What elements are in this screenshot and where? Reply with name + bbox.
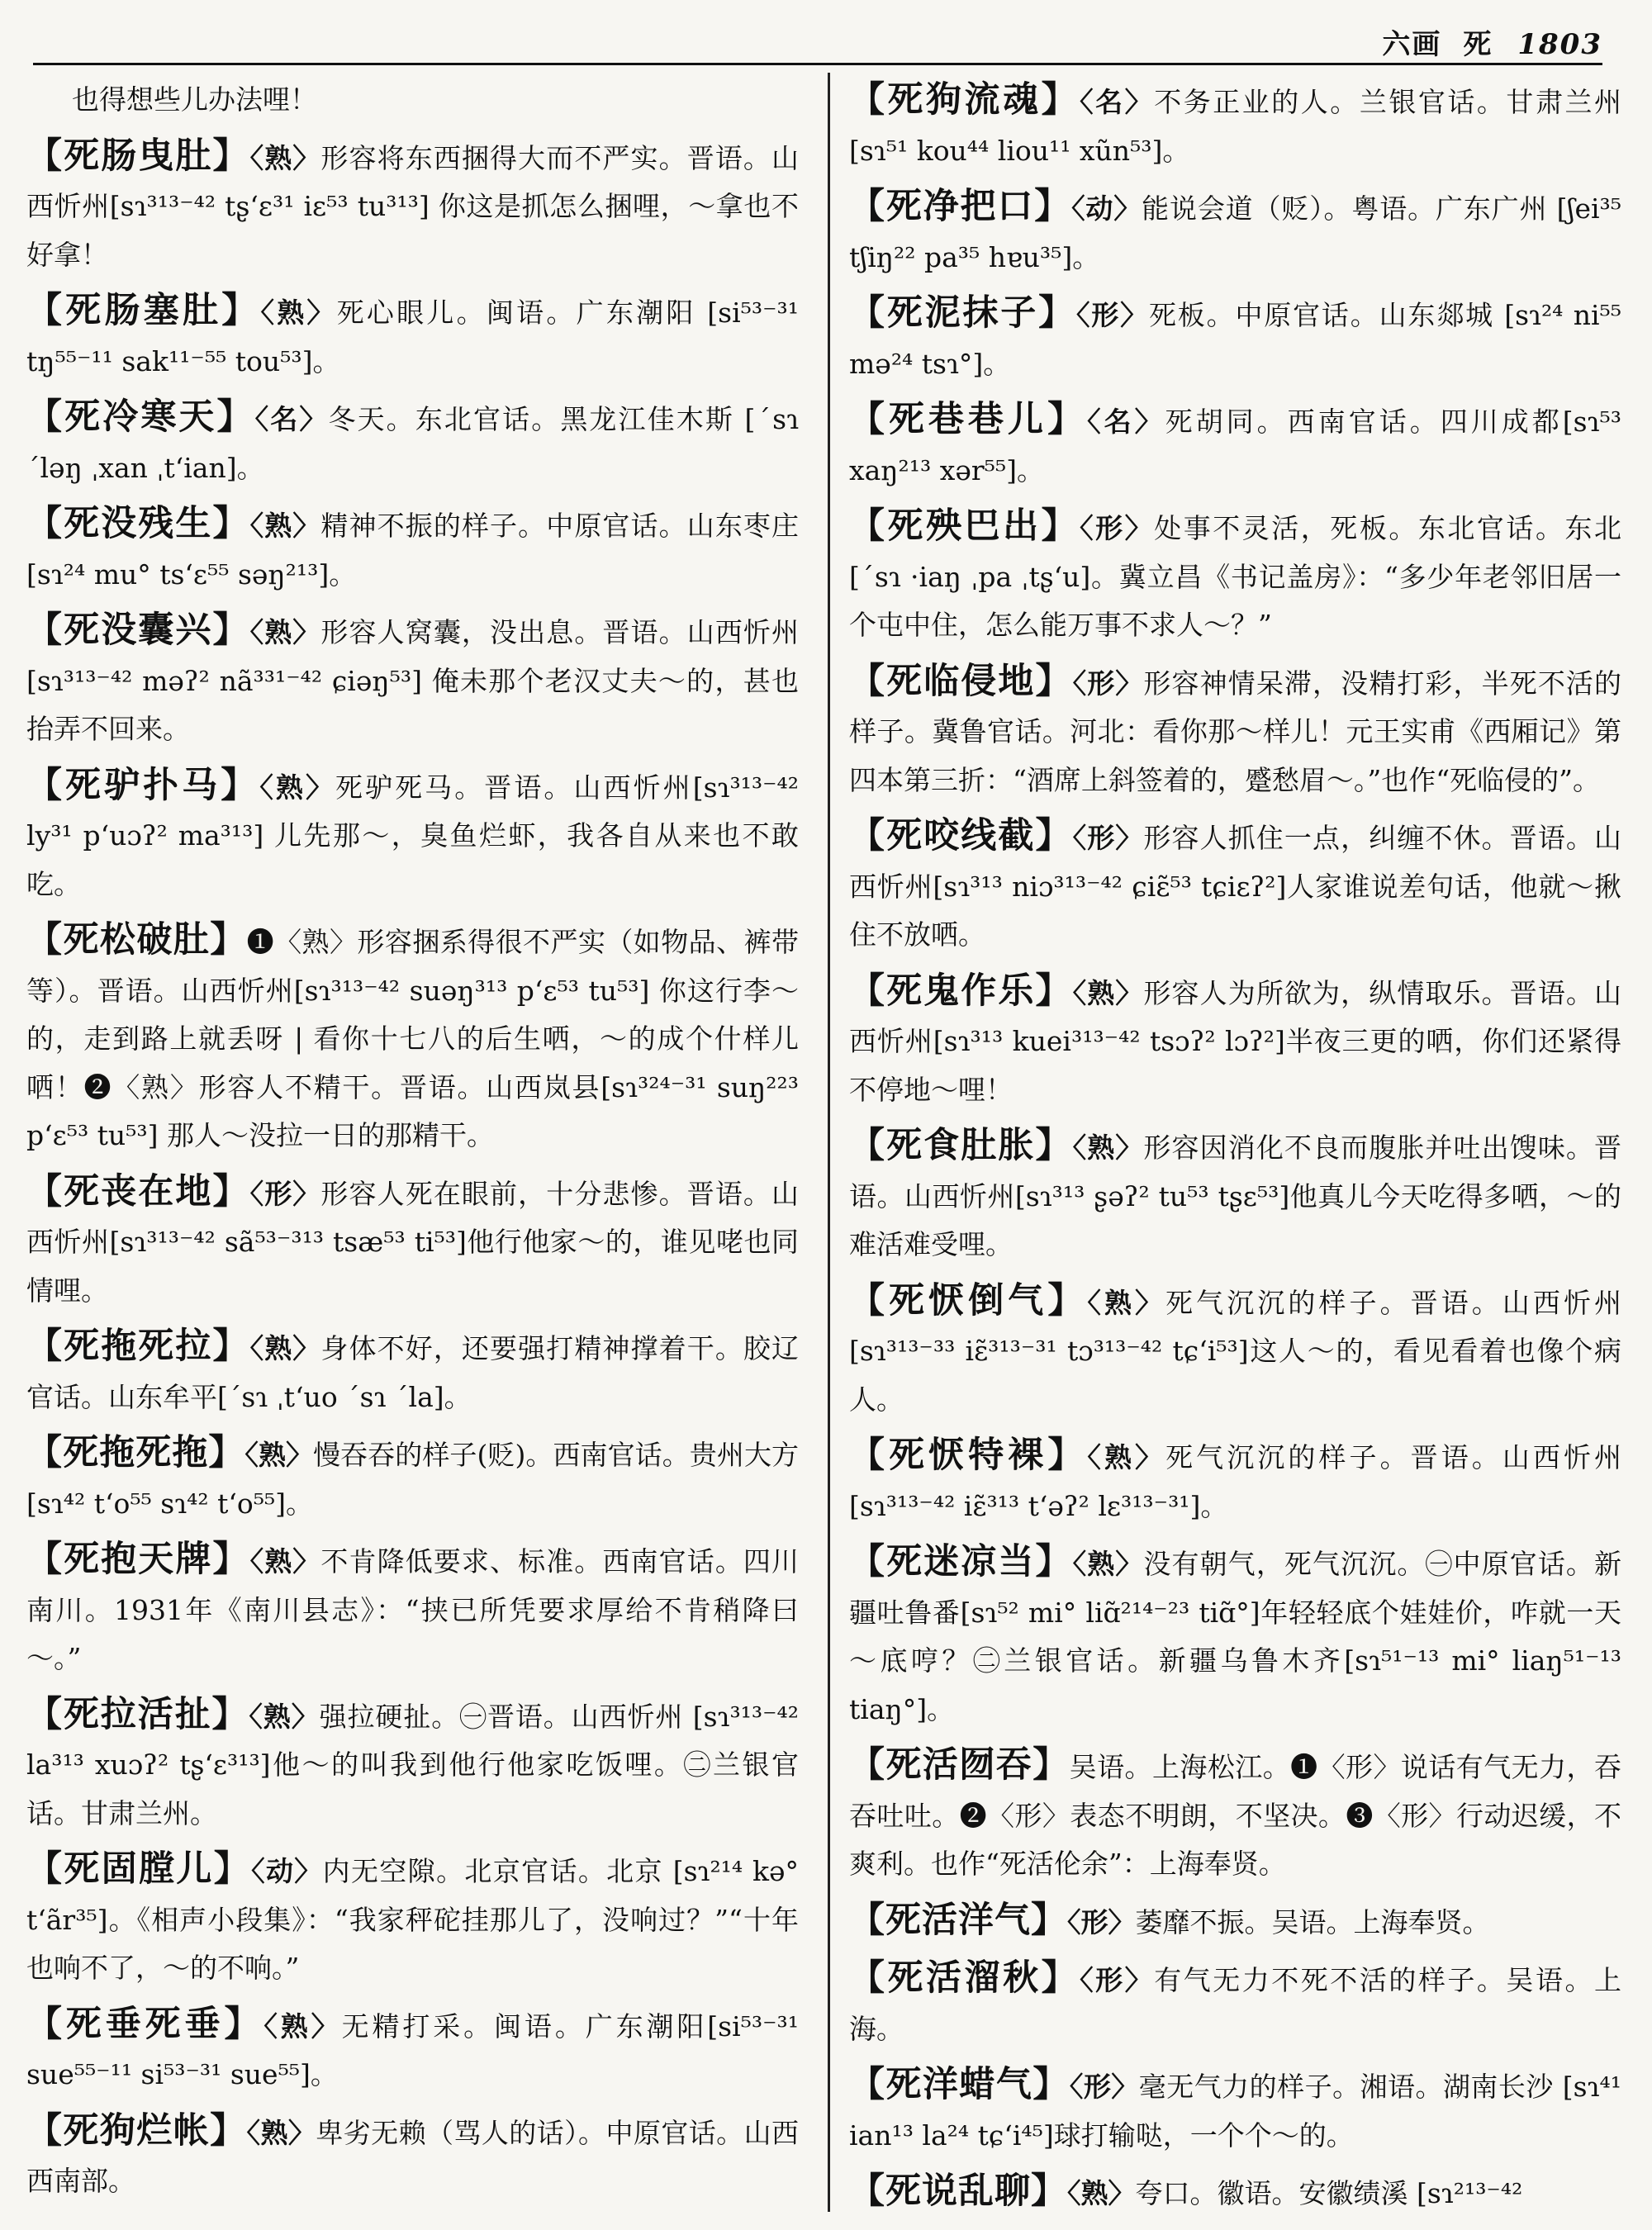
entry-definition: 形容人死在眼前，十分悲惨。晋语。山西忻州[sɿ³¹³⁻⁴² sã⁵³⁻³¹³ tsæ⁵³ ti⁵³]他行他家～的，谁见咾也同情哩。	[26, 1177, 799, 1307]
dictionary-entry	[849, 289, 1621, 388]
dictionary-entry	[26, 1429, 799, 1528]
entry-definition: 形容将东西捆得大而不严实。晋语。山西忻州[sɿ³¹³⁻⁴² tʂʻɛ³¹ iɛ⁵³ tu³¹³] 你这是抓怎么捆哩，～拿也不好拿！	[26, 141, 799, 271]
entry-definition: 形容神情呆滞，没精打彩，半死不活的样子。冀鲁官话。河北：看你那～样儿！元王实甫《西厢记》第四本第三折：“酒席上斜签着的，蹙愁眉～。”也作“死临侵的”。	[849, 667, 1621, 796]
part-of-speech: 〈熟〉	[249, 616, 321, 648]
entry-headword: 【死没囊兴】	[26, 610, 250, 651]
dictionary-entry	[26, 132, 799, 280]
entry-headword: 【死活囫吞】	[849, 1744, 1070, 1786]
dictionary-entry	[26, 762, 799, 909]
entry-headword: 【死活洋气】	[849, 1899, 1067, 1941]
part-of-speech: 〈熟〉	[260, 297, 337, 329]
part-of-speech: 〈熟〉	[1087, 1286, 1166, 1319]
entry-definition: 处事不灵活，死板。东北官话。东北[ˊsɿ ·iaŋ ˌpa ˌtʂʻu]。冀立昌《书记盖房》：“多少年老邻旧居一个屯中住，怎么能万事不求人～？”	[849, 512, 1621, 641]
entry-headword: 【死拉活扯】	[26, 1693, 249, 1735]
dictionary-entry	[26, 1691, 799, 1839]
part-of-speech: 〈形〉	[1069, 2071, 1139, 2103]
entry-headword: 【死狗流魂】	[849, 79, 1080, 121]
dictionary-entry	[26, 2107, 799, 2206]
entry-definition: 没有朝气，死气沉沉。㊀中原官话。新疆吐鲁番[sɿ⁵² mi° liɑ̃²¹⁴⁻²³ tiɑ̃°]年轻轻底个娃娃价，咋就一天～底哼？㊁兰银官话。新疆乌鲁木齐[sɿ⁵¹⁻¹³ mi° liaŋ⁵¹⁻¹³ tiaŋ°]。	[849, 1548, 1621, 1725]
entry-headword: 【死肠塞肚】	[26, 290, 261, 331]
dictionary-entry	[26, 1845, 799, 1993]
entry-headword: 【死说乱聊】	[849, 2171, 1067, 2212]
section-label: 六画	[1382, 28, 1442, 61]
entry-headword: 【死恹特裸】	[849, 1435, 1088, 1476]
entry-headword: 【死巷巷儿】	[849, 399, 1088, 440]
part-of-speech: 〈形〉	[1080, 1964, 1155, 1996]
entry-headword: 【死松破肚】	[26, 919, 247, 961]
entry-definition: 死心眼儿。闽语。广东潮阳 [si⁵³⁻³¹ tŋ⁵⁵⁻¹¹ sak¹¹⁻⁵⁵ tou⁵³]。	[26, 297, 799, 377]
entry-headword: 【死殃巴出】	[849, 505, 1080, 547]
entry-definition: 精神不振的样子。中原官话。山东枣庄[sɿ²⁴ mu° tsʻɛ⁵⁵ səŋ²¹³]。	[26, 510, 799, 591]
part-of-speech: 〈熟〉	[249, 1545, 321, 1578]
dictionary-entry	[849, 2061, 1621, 2160]
entry-definition: 形容人为所欲为，纵情取乐。晋语。山西忻州[sɿ³¹³ kuei³¹³⁻⁴² tsɔʔ² lɔʔ²]半夜三更的哂，你们还紧得不停地～哩！	[849, 976, 1621, 1106]
entry-definition: 不务正业的人。兰银官话。甘肃兰州[sɿ⁵¹ kou⁴⁴ liou¹¹ xũn⁵³]。	[849, 86, 1621, 167]
entry-definition: 形容人窝囊，没出息。晋语。山西忻州 [sɿ³¹³⁻⁴² məʔ² nã³³¹⁻⁴² ɕiəŋ⁵³] 俺未那个老汉丈夫～的，甚也抬弄不回来。	[26, 616, 799, 745]
dictionary-entry	[26, 393, 799, 492]
entry-headword: 【死拖死拖】	[26, 1432, 245, 1473]
part-of-speech: 〈熟〉	[249, 1332, 321, 1364]
entry-headword: 【死净把口】	[849, 186, 1072, 227]
dictionary-entry	[26, 2000, 799, 2100]
dictionary-entry	[849, 1896, 1621, 1948]
entry-definition: 也得想些儿办法哩！	[72, 83, 317, 116]
page-number: 1803	[1517, 28, 1602, 61]
dictionary-entry	[849, 812, 1621, 960]
dictionary-entry	[849, 657, 1621, 805]
entry-definition: 身体不好，还要强打精神撑着干。胶辽官话。山东牟平[ˊsɿ ˌtʻuo ˊsɿ ˊla]。	[26, 1332, 799, 1413]
dictionary-entry	[849, 502, 1621, 650]
part-of-speech: 〈形〉	[1080, 512, 1155, 544]
part-of-speech: 〈形〉	[1072, 822, 1144, 854]
dictionary-entry	[849, 76, 1621, 175]
dictionary-entry	[26, 76, 799, 125]
part-of-speech: 〈熟〉	[249, 141, 321, 174]
part-of-speech: 〈熟〉	[263, 2009, 342, 2043]
entry-definition: 卑劣无赖（骂人的话）。中原官话。山西西南部。	[26, 2116, 799, 2197]
part-of-speech: 〈熟〉	[1072, 1132, 1144, 1164]
dictionary-entry	[849, 2167, 1621, 2215]
entry-headword: 【死泥抹子】	[849, 292, 1076, 334]
entry-headword: 【死驴扑马】	[26, 764, 260, 806]
right-column	[849, 76, 1621, 2215]
dictionary-entry	[849, 1277, 1621, 1425]
dictionary-entry	[849, 1431, 1621, 1530]
part-of-speech: 〈熟〉	[259, 771, 336, 804]
running-head	[1382, 21, 1602, 62]
part-of-speech: 〈形〉	[1072, 667, 1144, 700]
dictionary-entry	[26, 287, 799, 386]
entry-definition: 强拉硬扯。㊀晋语。山西忻州 [sɿ³¹³⁻⁴² la³¹³ xuɔʔ² tʂʻɛ³¹³]他～的叫我到他行他家吃饭哩。㊁兰银官话。甘肃兰州。	[26, 1700, 799, 1829]
entry-definition: ❶〈熟〉形容捆系得很不严实（如物品、裤带等）。晋语。山西忻州[sɿ³¹³⁻⁴² suəŋ³¹³ pʻɛ⁵³ tu⁵³] 你这行李～的，走到路上就丢呀 | 看你十七八的后生哂，～的成个什样儿哂！❷〈熟〉形容人不精干。晋语。山西岚县[sɿ³²⁴⁻³¹ suŋ²²³ pʻɛ⁵³ tu⁵³] 那人～没拉一日的那精干。	[26, 926, 799, 1151]
entry-definition: 死气沉沉的样子。晋语。山西忻州 [sɿ³¹³⁻³³ iɛ̃³¹³⁻³¹ tɔ³¹³⁻⁴² tɕʻi⁵³]这人～的，看见看着也像个病人。	[849, 1286, 1621, 1416]
entry-headword: 【死咬线截】	[849, 815, 1073, 856]
dictionary-entry	[26, 1535, 799, 1683]
entry-headword: 【死迷凉当】	[849, 1541, 1073, 1582]
entry-headword: 【死垂死垂】	[26, 2003, 264, 2045]
part-of-speech: 〈形〉	[249, 1177, 321, 1210]
part-of-speech: 〈熟〉	[249, 510, 321, 542]
entry-definition: 内无空隙。北京官话。北京 [sɿ²¹⁴ kə° tʻãr³⁵]。《相声小段集》：“我家秤砣挂那儿了，没响过？”“十年也响不了，～的不响。”	[26, 1855, 799, 1984]
dictionary-entry	[26, 1168, 799, 1316]
part-of-speech: 〈熟〉	[1087, 1441, 1166, 1473]
part-of-speech: 〈形〉	[1075, 299, 1149, 331]
entry-headword: 【死没残生】	[26, 503, 250, 544]
entry-definition: 冬天。东北官话。黑龙江佳木斯 [ˊsɿ ˊləŋ ˌxan ˌtʻian]。	[26, 403, 799, 484]
part-of-speech: 〈熟〉	[1072, 1548, 1144, 1580]
entry-definition: 死胡同。西南官话。四川成都[sɿ⁵³ xaŋ²¹³ xər⁵⁵]。	[849, 406, 1621, 486]
part-of-speech: 〈名〉	[1080, 86, 1155, 118]
entry-definition: 有气无力不死不活的样子。吴语。上海。	[849, 1964, 1621, 2045]
entry-headword: 【死食肚胀】	[849, 1125, 1073, 1166]
part-of-speech: 〈动〉	[251, 1855, 323, 1887]
entry-headword: 【死恹倒气】	[849, 1279, 1088, 1321]
part-of-speech: 〈熟〉	[1072, 976, 1144, 1009]
entry-headword: 【死洋蜡气】	[849, 2064, 1070, 2105]
entry-headword: 【死临侵地】	[849, 660, 1073, 702]
entry-headword: 【死肠曳肚】	[26, 135, 250, 177]
dictionary-entry	[849, 1954, 1621, 2053]
left-column	[26, 76, 799, 2215]
dictionary-entry	[26, 500, 799, 599]
entry-headword: 【死鬼作乐】	[849, 970, 1073, 1012]
entry-definition: 死板。中原官话。山东郯城 [sɿ²⁴ ni⁵⁵ mə²⁴ tsɿ°]。	[849, 299, 1621, 380]
entry-definition: 毫无气力的样子。湘语。湖南长沙 [sɿ⁴¹ ian¹³ la²⁴ tɕʻi⁴⁵]球打输哒，一个个～的。	[849, 2071, 1621, 2152]
entry-headword: 【死丧在地】	[26, 1170, 250, 1212]
dictionary-entry	[849, 183, 1621, 282]
entry-definition: 死驴死马。晋语。山西忻州[sɿ³¹³⁻⁴² ly³¹ pʻuɔʔ² ma³¹³] 儿先那～，臭鱼烂虾，我各自从来也不敢吃。	[26, 771, 799, 900]
part-of-speech: 〈形〉	[1067, 1905, 1136, 1938]
part-of-speech: 〈名〉	[254, 403, 329, 435]
entry-definition: 夸口。徽语。安徽绩溪 [sɿ²¹³⁻⁴²	[1135, 2177, 1523, 2209]
entry-headword: 【死冷寒天】	[26, 396, 255, 438]
entry-definition: 吴语。上海松江。❶〈形〉说话有气无力，吞吞吐吐。❷〈形〉表态不明朗，不坚决。❸〈形〉行动迟缓，不爽利。也作“死活伦余”：上海奉贤。	[849, 1751, 1621, 1880]
entry-headword: 【死抱天牌】	[26, 1539, 250, 1580]
part-of-speech: 〈动〉	[1071, 192, 1142, 225]
entry-headword: 【死拖死拉】	[26, 1326, 250, 1367]
dictionary-entry	[849, 1122, 1621, 1269]
part-of-speech: 〈名〉	[1087, 406, 1165, 438]
entry-definition: 无精打采。闽语。广东潮阳[si⁵³⁻³¹ sue⁵⁵⁻¹¹ si⁵³⁻³¹ sue⁵⁵]。	[26, 2009, 799, 2090]
head-character: 死	[1463, 28, 1493, 61]
dictionary-entry	[26, 1322, 799, 1421]
column-divider	[828, 73, 830, 2212]
dictionary-entry	[26, 916, 799, 1160]
part-of-speech: 〈熟〉	[249, 1700, 320, 1733]
dictionary-entry	[26, 606, 799, 754]
entry-definition: 形容因消化不良而腹胀并吐出馊味。晋语。山西忻州[sɿ³¹³ ʂəʔ² tu⁵³ tʂɛ⁵³]他真儿今天吃得多哂，～的难活难受哩。	[849, 1132, 1621, 1260]
part-of-speech: 〈熟〉	[246, 2116, 316, 2149]
part-of-speech: 〈熟〉	[1067, 2177, 1136, 2209]
entry-headword: 【死狗烂帐】	[26, 2109, 247, 2152]
entry-headword: 【死活溜秋】	[849, 1957, 1080, 1999]
header-rule	[33, 63, 1602, 65]
entry-definition: 形容人抓住一点，纠缠不休。晋语。山西忻州[sɿ³¹³ niɔ³¹³⁻⁴² ɕiɛ̃⁵³ tɕiɛʔ²]人家谁说差句话，他就～揪住不放哂。	[849, 822, 1621, 951]
dictionary-entry	[849, 1741, 1621, 1889]
entry-definition: 死气沉沉的样子。晋语。山西忻州 [sɿ³¹³⁻⁴² iɛ̃³¹³ tʻəʔ² lɛ³¹³⁻³¹]。	[849, 1441, 1621, 1522]
part-of-speech: 〈熟〉	[244, 1439, 314, 1471]
entry-definition: 不肯降低要求、标准。西南官话。四川南川。1931年《南川县志》：“挟已所凭要求厚给不肯稍降曰～。”	[26, 1545, 799, 1674]
entry-headword: 【死固膛儿】	[26, 1848, 252, 1890]
entry-definition: 萎靡不振。吴语。上海奉贤。	[1135, 1905, 1490, 1938]
entry-definition: 慢吞吞的样子(贬)。西南官话。贵州大方[sɿ⁴² tʻo⁵⁵ sɿ⁴² tʻo⁵⁵]。	[26, 1439, 799, 1520]
dictionary-entry	[849, 967, 1621, 1115]
dictionary-entry	[849, 396, 1621, 495]
dictionary-entry	[849, 1538, 1621, 1734]
entry-definition: 能说会道（贬）。粤语。广东广州 [ʃei³⁵ tʃiŋ²² pa³⁵ hɐu³⁵]。	[849, 192, 1621, 273]
